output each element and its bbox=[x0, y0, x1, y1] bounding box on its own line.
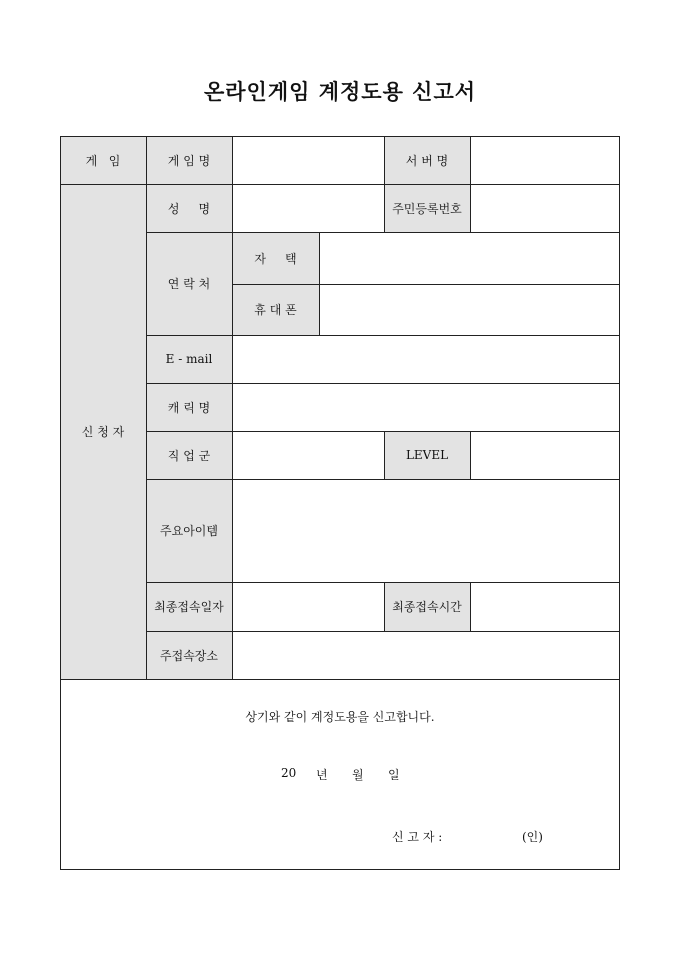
main-place-label: 주접속장소 bbox=[146, 631, 232, 679]
main-items-label: 주요아이템 bbox=[146, 479, 232, 582]
home-phone-label: 자 택 bbox=[232, 232, 319, 284]
character-name-label: 캐 릭 명 bbox=[146, 383, 232, 431]
grid-line bbox=[470, 136, 471, 184]
last-login-date-label: 최종접속일자 bbox=[146, 582, 232, 631]
game-name-label: 게 임 명 bbox=[146, 136, 232, 184]
last-login-time-label: 최종접속시간 bbox=[384, 582, 470, 631]
grid-line bbox=[146, 582, 620, 583]
level-label: LEVEL bbox=[384, 431, 470, 479]
grid-line bbox=[319, 232, 320, 335]
grid-line bbox=[146, 335, 620, 336]
grid-line bbox=[384, 582, 385, 631]
rrn-label: 주민등록번호 bbox=[384, 184, 470, 232]
grid-line bbox=[146, 232, 620, 233]
contact-label: 연 락 처 bbox=[146, 232, 232, 335]
email-label: E - mail bbox=[146, 335, 232, 383]
server-name-label: 서 버 명 bbox=[384, 136, 470, 184]
seal-label: (인) bbox=[522, 830, 543, 844]
grid-line bbox=[384, 431, 385, 479]
grid-line bbox=[146, 631, 620, 632]
name-label: 성 명 bbox=[146, 184, 232, 232]
date-day-label: 일 bbox=[388, 768, 400, 782]
grid-line bbox=[146, 383, 620, 384]
declaration-statement: 상기와 같이 계정도용을 신고합니다. bbox=[245, 710, 435, 724]
grid-line bbox=[384, 184, 385, 232]
grid-line bbox=[470, 582, 471, 631]
job-class-label: 직 업 군 bbox=[146, 431, 232, 479]
grid-line bbox=[146, 431, 620, 432]
page-title: 온라인게임 계정도용 신고서 bbox=[203, 79, 477, 104]
applicant-section-label: 신 청 자 bbox=[60, 184, 146, 679]
reporter-label: 신 고 자 : bbox=[392, 830, 443, 844]
grid-line bbox=[470, 184, 471, 232]
grid-line bbox=[60, 679, 620, 680]
grid-line bbox=[60, 184, 620, 185]
grid-line bbox=[470, 431, 471, 479]
grid-line bbox=[146, 136, 147, 679]
mobile-phone-label: 휴 대 폰 bbox=[232, 284, 319, 335]
grid-line bbox=[384, 136, 385, 184]
grid-line bbox=[232, 284, 620, 285]
grid-line bbox=[146, 479, 620, 480]
date-year-label: 년 bbox=[316, 768, 328, 782]
form-frame bbox=[60, 136, 620, 870]
game-section-label: 게 임 bbox=[60, 136, 146, 184]
grid-line bbox=[232, 136, 233, 679]
date-year-prefix: 20 bbox=[281, 766, 297, 780]
date-month-label: 월 bbox=[352, 768, 364, 782]
